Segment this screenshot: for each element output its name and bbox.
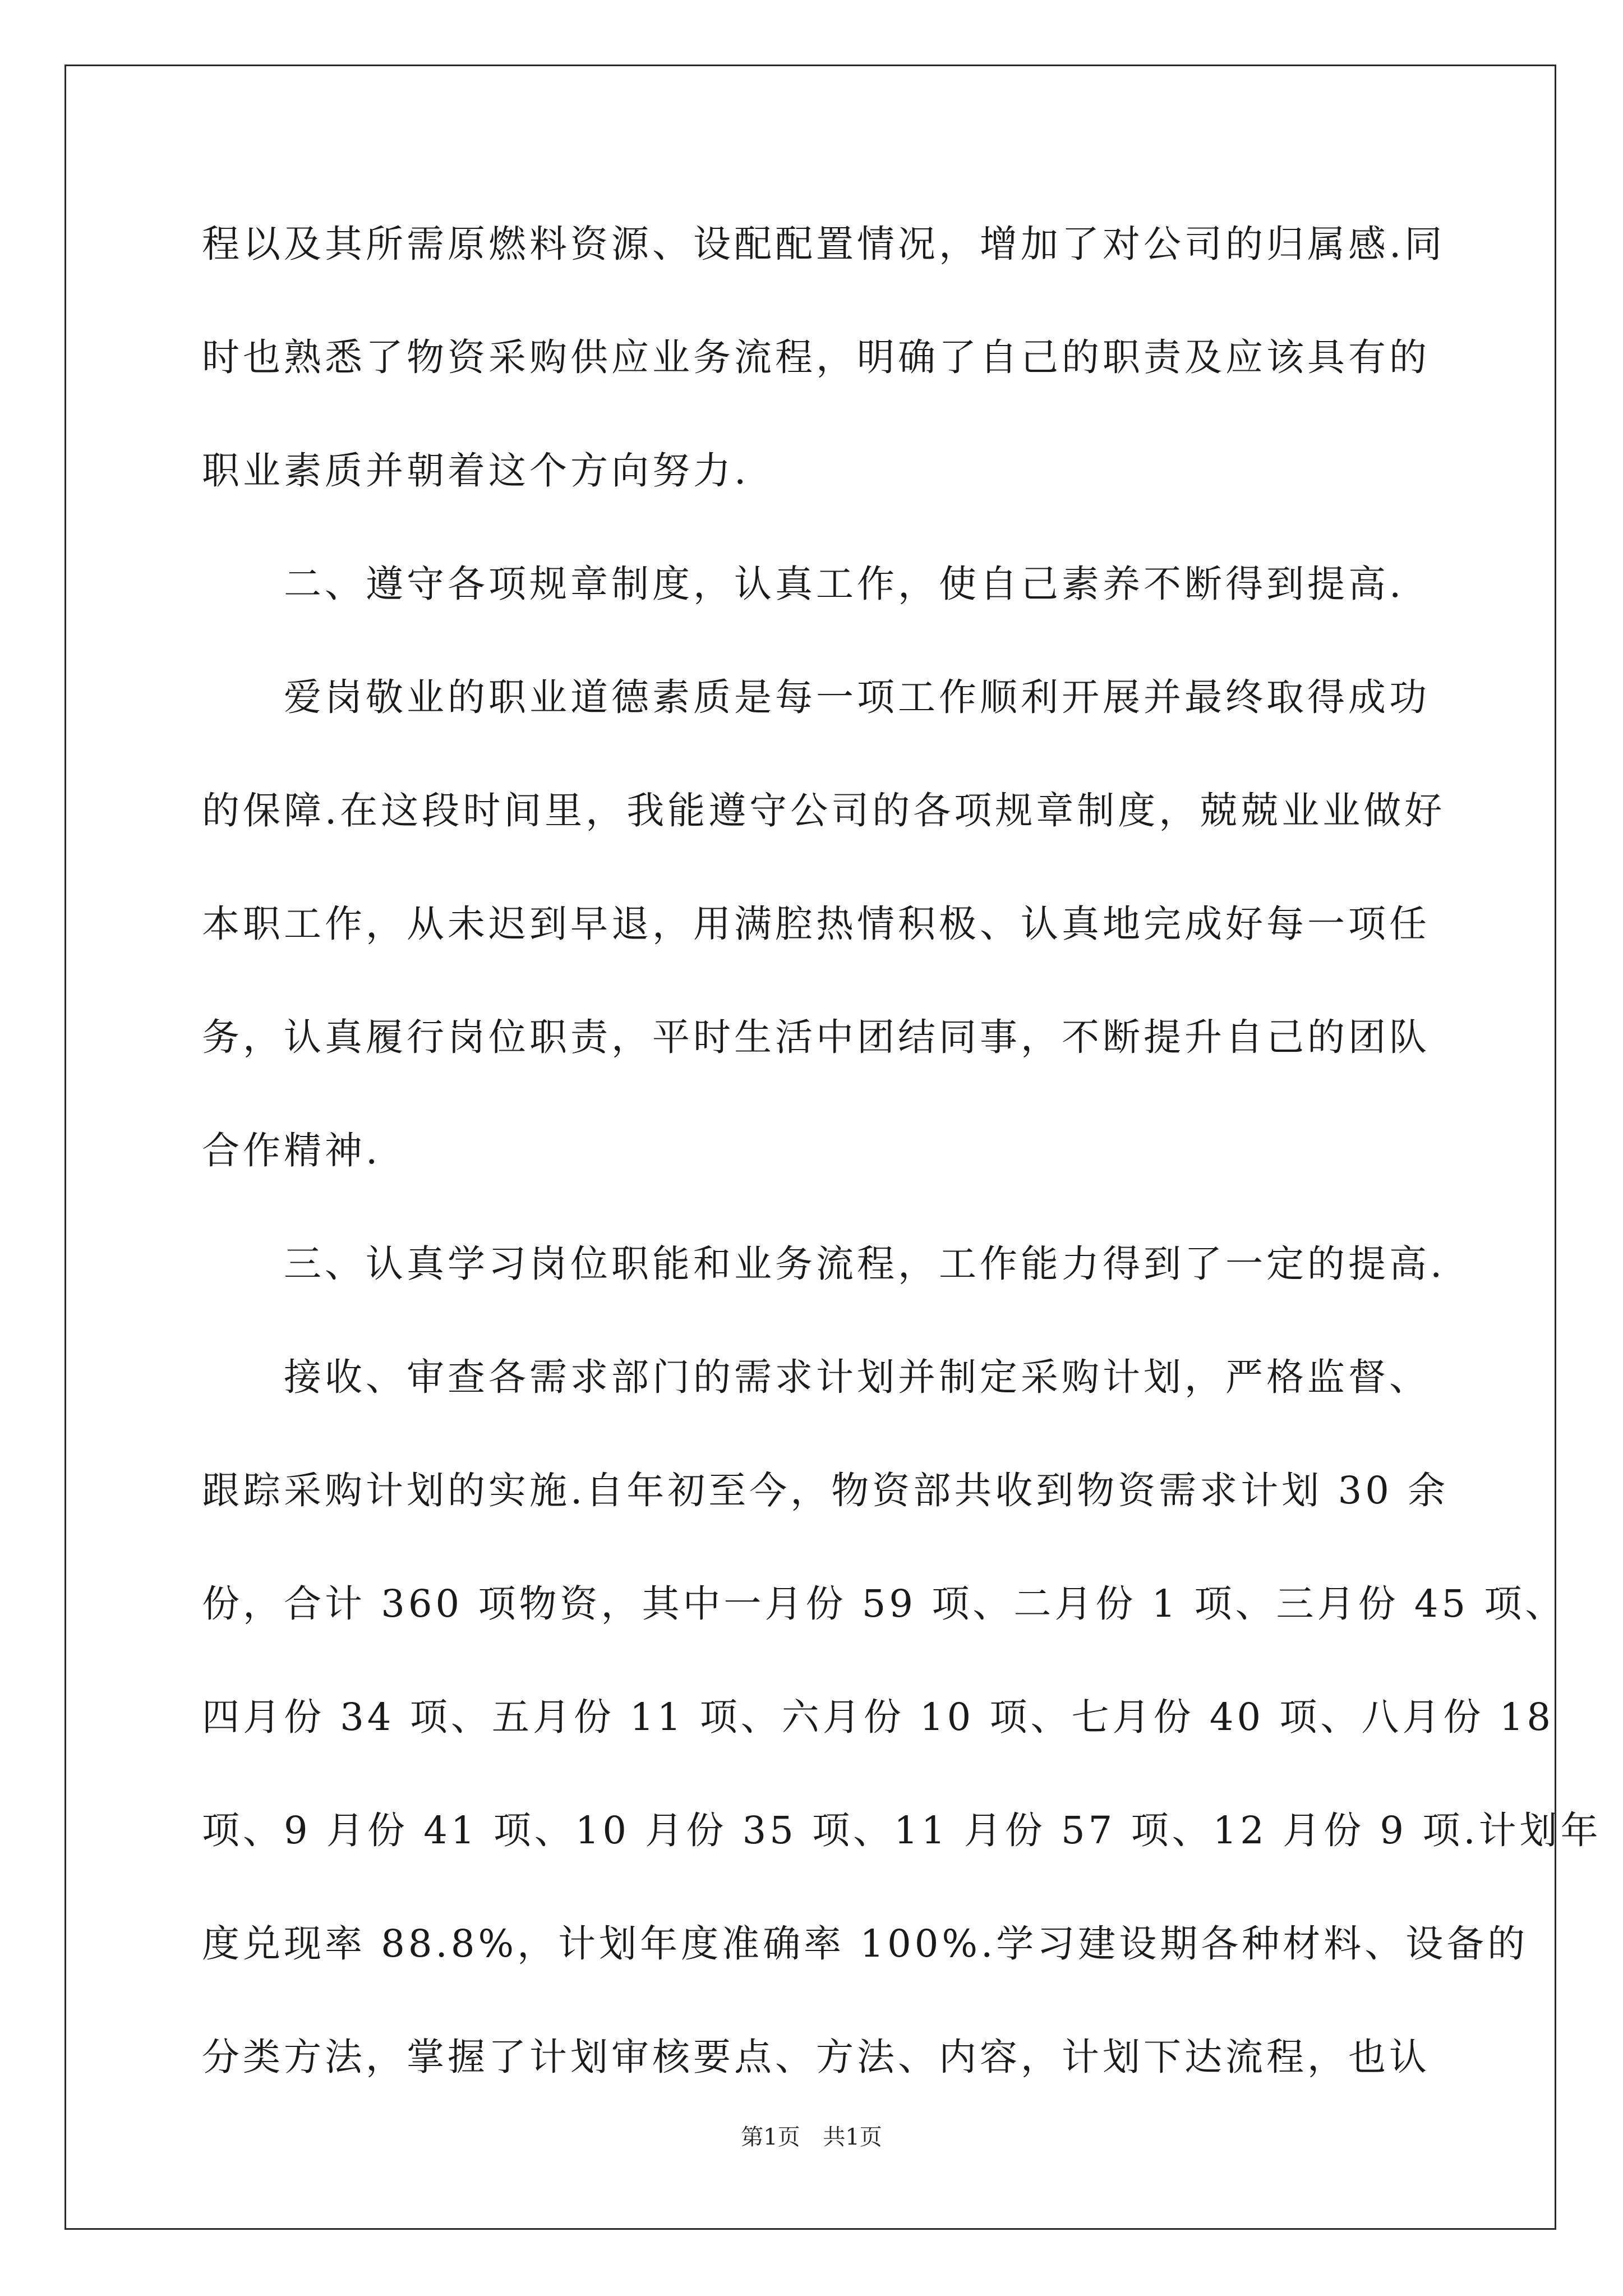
document-body (202, 216, 1602, 2142)
text-line: 爱岗敬业的职业道德素质是每一项工作顺利开展并最终取得成功 (202, 675, 1430, 719)
text-line: 四月份 34 项、五月份 11 项、六月份 10 项、七月份 40 项、八月份 18 (202, 1695, 1554, 1739)
text-line: 度兑现率 88.8%，计划年度准确率 100%.学习建设期各种材料、设备的 (202, 1922, 1529, 1966)
page-total: 共1页 (823, 2124, 882, 2150)
section-heading: 三、认真学习岗位职能和业务流程，工作能力得到了一定的提高. (202, 1242, 1446, 1286)
text-line: 接收、审查各需求部门的需求计划并制定采购计划，严格监督、 (202, 1355, 1430, 1399)
text-line: 项、9 月份 41 项、10 月份 35 项、11 月份 57 项、12 月份 9 项.计划年 (202, 1809, 1602, 1852)
text-line: 务，认真履行岗位职责，平时生活中团结同事，不断提升自己的团队 (202, 1015, 1430, 1059)
text-line: 份，合计 360 项物资，其中一月份 59 项、二月份 1 项、三月份 45 项、 (202, 1582, 1566, 1626)
page-number: 第1页 (741, 2124, 800, 2150)
text-line: 跟踪采购计划的实施.自年初至今，物资部共收到物资需求计划 30 余 (202, 1469, 1449, 1512)
page-footer (0, 2119, 1623, 2151)
section-heading: 二、遵守各项规章制度，认真工作，使自己素养不断得到提高. (202, 562, 1405, 606)
text-line: 的保障.在这段时间里，我能遵守公司的各项规章制度，兢兢业业做好 (202, 789, 1446, 832)
text-line: 本职工作，从未迟到早退，用满腔热情积极、认真地完成好每一项任 (202, 902, 1430, 946)
text-line: 职业素质并朝着这个方向努力. (202, 449, 750, 493)
text-line: 程以及其所需原燃料资源、设配配置情况，增加了对公司的归属感.同 (202, 222, 1446, 266)
text-line: 时也熟悉了物资采购供应业务流程，明确了自己的职责及应该具有的 (202, 335, 1430, 379)
text-line: 分类方法，掌握了计划审核要点、方法、内容，计划下达流程，也认 (202, 2035, 1430, 2079)
text-line: 合作精神. (202, 1129, 381, 1172)
